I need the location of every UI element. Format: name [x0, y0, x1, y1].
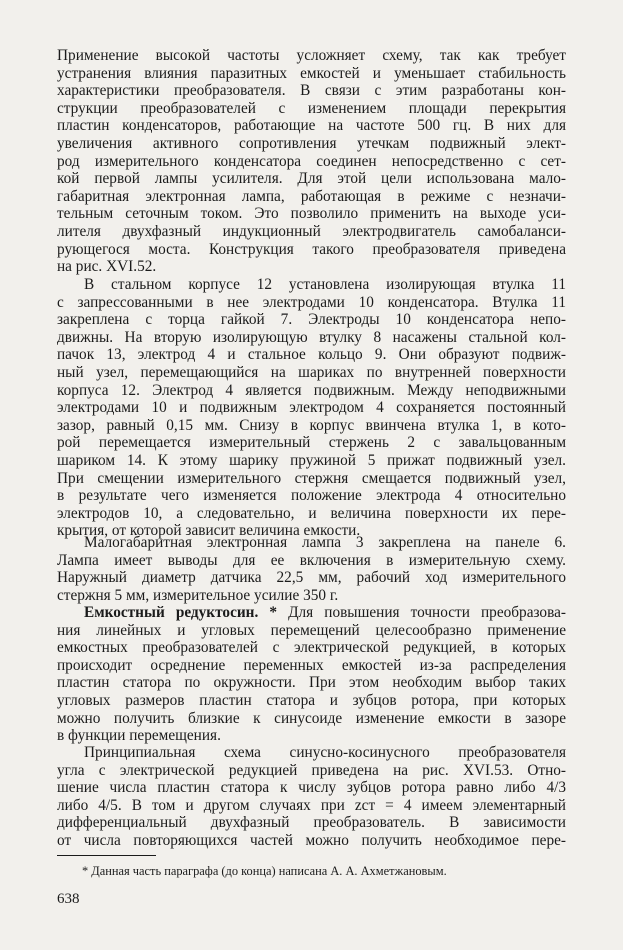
- text-line: струкции преобразователей с изменением площади перекрытия: [57, 99, 566, 117]
- text-line: Применение высокой частоты усложняет схему, так как требует: [57, 47, 566, 64]
- text-line: электродов 10, а следовательно, и величина поверхности их пере-: [57, 504, 566, 522]
- text-line: происходит осреднение переменных емкостей из-за распределения: [57, 656, 566, 674]
- text-line: Наружный диаметр датчика 22,5 мм, рабочий ход измерительного: [57, 569, 566, 587]
- text-line: движны. На вторую изолирующую втулку 8 насажены стальной кол-: [57, 328, 566, 346]
- section-run-in-heading: Емкостный редуктосин. *: [84, 604, 278, 621]
- text-line: рующегося моста. Конструкция такого преобразователя приведена: [57, 240, 566, 258]
- text-line: устранения влияния паразитных емкостей и уменьшает стабильность: [57, 64, 566, 82]
- text-line: шариком 14. К этому шарику пружиной 5 прижат подвижный узел.: [57, 451, 566, 469]
- text-line: Принципиальная схема синусно-косинусного преобразователя: [84, 744, 566, 761]
- text-line: ный узел, перемещающийся на шариках по внутренней поверхности: [57, 363, 566, 381]
- text-line: стержня 5 мм, измерительное усилие 350 г.: [57, 586, 339, 604]
- text-line: угловых размеров пластин статора и зубцов ротора, при которых: [57, 691, 566, 709]
- text-line: от числа повторяющихся частей можно получить необходимое пере-: [57, 831, 566, 849]
- footnote: * Данная часть параграфа (до конца) написана А. А. Ахметжановым.: [82, 864, 447, 878]
- text-line: При смещении измерительного стержня смещается подвижный узел,: [57, 469, 566, 487]
- paragraph: [57, 276, 566, 540]
- text-line: либо 4/5. В том и другом случаях при zст = 4 имеем элементарный: [57, 796, 566, 814]
- text-line: род измерительного конденсатора соединен непосредственно с сет-: [57, 152, 566, 170]
- text-line: можно получить близкие к синусоиде изменение емкости в зазоре: [57, 709, 566, 727]
- text-line: Лампа имеет выводы для ее включения в измерительную схему.: [57, 551, 566, 569]
- text-line: В стальном корпусе 12 установлена изолирующая втулка 11: [84, 276, 566, 293]
- paragraph: [57, 744, 566, 850]
- text-line: шение числа пластин статора к числу зубцов ротора равно либо 4/3: [57, 779, 566, 797]
- text-line: зазор, равный 0,15 мм. Снизу в корпус ввинчена втулка 1, в кото-: [57, 416, 566, 434]
- text-line: емкостных преобразователей с электрической редукцией, в которых: [57, 639, 566, 657]
- text-line: увеличения активного сопротивления утечкам подвижный элект-: [57, 134, 566, 152]
- text-line: закреплена с торца гайкой 7. Электроды 10 конденсатора непо-: [57, 311, 566, 329]
- text-run: Для повышения точности преобразова-: [277, 604, 566, 621]
- paragraph: [57, 47, 566, 276]
- paragraph: [57, 534, 566, 604]
- text-line: характеристики преобразователя. В связи с этим разработаны кон-: [57, 82, 566, 100]
- text-line: кой первой лампы усилителя. Для этой цели использована мало-: [57, 170, 566, 188]
- text-line: с запрессованными в нее электродами 10 конденсатора. Втулка 11: [57, 293, 566, 311]
- text-line: дифференциальный двухфазный преобразователь. В зависимости: [57, 814, 566, 832]
- text-line: пластин конденсаторов, работающие на частоте 500 гц. В них для: [57, 117, 566, 135]
- text-line: пачок 13, электрод 4 и стальное кольцо 9. Они образуют подвиж-: [57, 346, 566, 364]
- page-number: 638: [57, 891, 80, 907]
- text-line: корпуса 12. Электрод 4 является подвижным. Между неподвижными: [57, 381, 566, 399]
- text-line: в результате чего изменяется положение электрода 4 относительно: [57, 487, 566, 505]
- text-line: рой перемещается измерительный стержень 2 с завальцованным: [57, 434, 566, 452]
- paragraph: [57, 604, 566, 745]
- text-line: ния линейных и угловых перемещений целесообразно применение: [57, 621, 566, 639]
- text-line: угла с электрической редукцией приведена на рис. XVI.53. Отно-: [57, 761, 566, 779]
- text-line: электродами 10 и подвижным электродом 4 сохраняется постоянный: [57, 399, 566, 417]
- text-line: крытия, от которой зависит величина емкости.: [57, 522, 361, 540]
- text-line: габаритная электронная лампа, работающая в режиме с незначи-: [57, 187, 566, 205]
- text-line: в функции перемещения.: [57, 727, 221, 745]
- footnote-divider: [57, 855, 156, 856]
- text-line: Малогабаритная электронная лампа 3 закреплена на панеле 6.: [84, 534, 566, 551]
- text-line: на рис. XVI.52.: [57, 258, 157, 276]
- text-line: тельным сеточным током. Это позволило применить на выходе уси-: [57, 205, 566, 223]
- text-line: [57, 604, 566, 622]
- text-line: пластин статора по окружности. При этом необходим выбор таких: [57, 674, 566, 692]
- text-line: лителя двухфазный индукционный электродвигатель самобаланси-: [57, 222, 566, 240]
